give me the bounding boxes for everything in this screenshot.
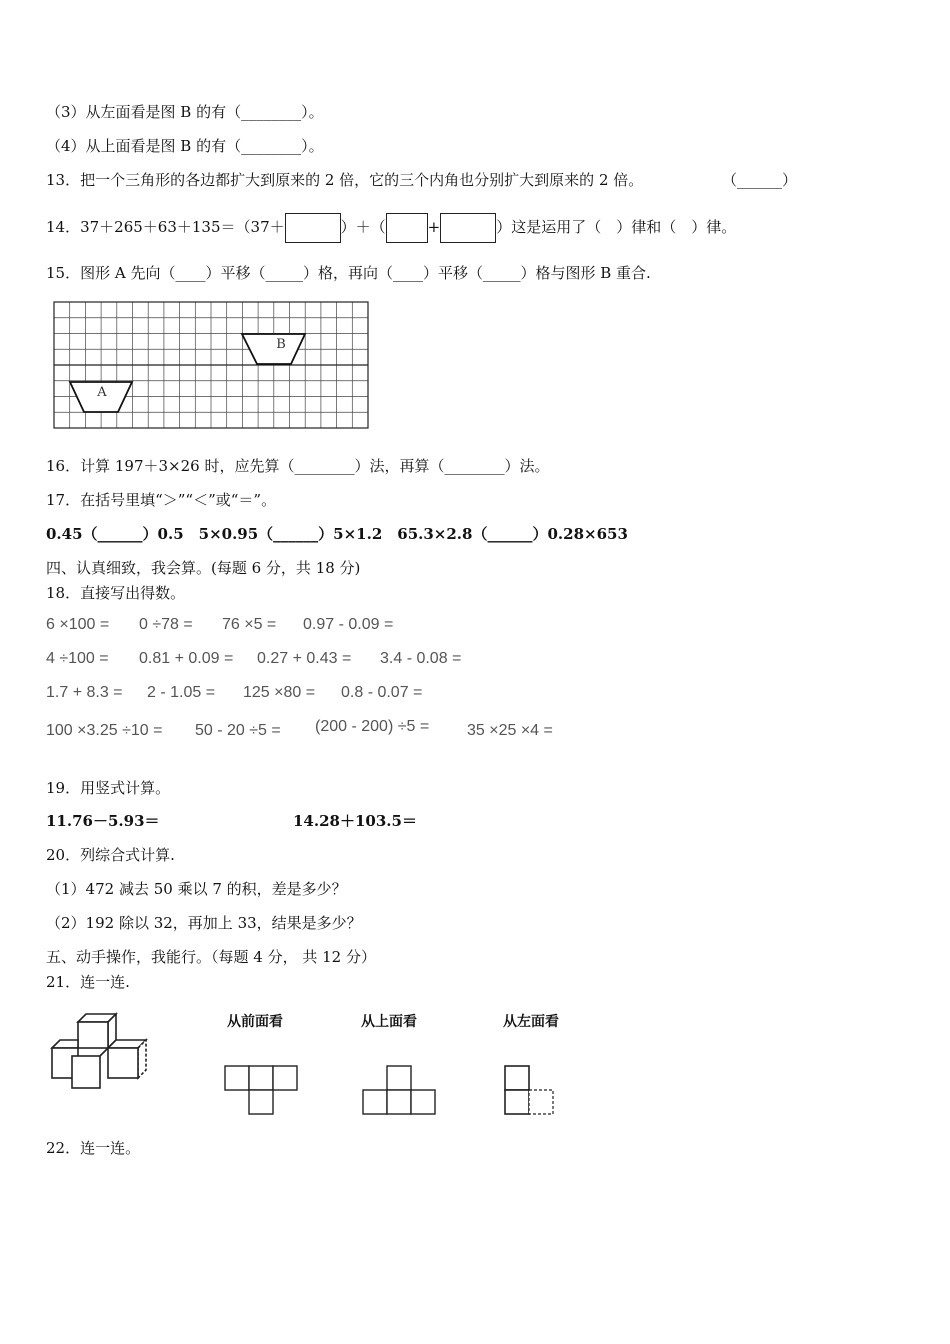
- top-cube-front: [78, 1022, 108, 1048]
- q18-r1c3: 76 ×5 =: [222, 616, 277, 633]
- q18-r3c1: 1.7 + 8.3 =: [46, 684, 123, 701]
- q20-item-1: （1）472 减去 50 乘以 7 的积，差是多少？: [46, 880, 347, 898]
- section5-title: 五、动手操作，我能行。（每题 4 分， 共 12 分）: [46, 948, 376, 966]
- q22-title: 22．连一连。: [46, 1139, 141, 1157]
- right-cube-side: [138, 1040, 146, 1078]
- front-cube-edge: [100, 1048, 108, 1056]
- q18-r4c4: 35 ×25 ×4 =: [467, 722, 553, 739]
- q18-r4c1: 100 ×3.25 ÷10 =: [46, 722, 163, 739]
- q14-line: [46, 212, 736, 243]
- q18-r1c4: 0.97 - 0.09 =: [303, 616, 394, 633]
- left-view-shape[interactable]: [503, 1064, 559, 1116]
- q14-box-1[interactable]: [285, 213, 341, 243]
- q20-title: 20．列综合式计算.: [46, 846, 175, 864]
- q19-problem-b: 14.28＋103.5＝: [293, 812, 417, 830]
- q18-r3c4: 0.8 - 0.07 =: [341, 684, 423, 701]
- shape-b-label: B: [276, 337, 286, 352]
- q14-part1: 14．37＋265＋63＋135＝（37＋: [46, 218, 285, 236]
- q18-r1c1: 6 ×100 =: [46, 616, 110, 633]
- q12-item-3: （3）从左面看是图 B 的有（________）。: [46, 103, 324, 121]
- front-cube: [72, 1056, 100, 1088]
- q14-plus: +: [427, 218, 441, 236]
- q13-text: 13．把一个三角形的各边都扩大到原来的 2 倍，它的三个内角也分别扩大到原来的 2 倍。: [46, 171, 644, 189]
- view-label-left: 从左面看: [503, 1014, 559, 1030]
- q15-grid-figure: [54, 302, 368, 428]
- q18-r4c3: (200 - 200) ÷5 =: [315, 718, 430, 735]
- right-cube-front: [108, 1048, 138, 1078]
- q17-items: 0.45（______）0.5 5×0.95（______）5×1.2 65.3×2.8（______）0.28×653: [46, 525, 628, 543]
- shape-a-label: A: [97, 385, 107, 400]
- q19-problem-a: 11.76－5.93＝: [46, 812, 160, 830]
- q21-title: 21．连一连.: [46, 973, 130, 991]
- q18-r2c3: 0.27 + 0.43 =: [257, 650, 352, 667]
- q18-title: 18．直接写出得数。: [46, 584, 186, 602]
- q14-box-3[interactable]: [440, 213, 496, 243]
- q18-r2c2: 0.81 + 0.09 =: [139, 650, 234, 667]
- q16-text: 16．计算 197＋3×26 时，应先算（________）法，再算（________）法。: [46, 457, 550, 475]
- shape-b: [242, 334, 305, 364]
- q18-r2c4: 3.4 - 0.08 =: [380, 650, 462, 667]
- q18-r1c2: 0 ÷78 =: [139, 616, 193, 633]
- q19-title: 19．用竖式计算。: [46, 779, 171, 797]
- q14-part2: ）＋（: [340, 218, 386, 236]
- q13-answer-blank[interactable]: （______）: [722, 171, 798, 189]
- view-label-front: 从前面看: [227, 1014, 283, 1030]
- q18-r3c2: 2 - 1.05 =: [147, 684, 216, 701]
- q18-r2c1: 4 ÷100 =: [46, 650, 109, 667]
- q21-cube-stack: [52, 1012, 148, 1092]
- q18-r3c3: 125 ×80 =: [243, 684, 316, 701]
- section4-title: 四、认真细致，我会算。(每题 6 分，共 18 分): [46, 559, 361, 577]
- q12-item-4: （4）从上面看是图 B 的有（________）。: [46, 137, 324, 155]
- q20-item-2: （2）192 除以 32，再加上 33，结果是多少？: [46, 914, 362, 932]
- left-cube-top: [52, 1040, 78, 1048]
- q14-box-2[interactable]: [386, 213, 428, 243]
- q14-part3: ）这是运用了（ ）律和（ ）律。: [496, 218, 737, 236]
- q18-r4c2: 50 - 20 ÷5 =: [195, 722, 281, 739]
- top-view-shape[interactable]: [363, 1064, 439, 1116]
- q15-text: 15．图形 A 先向（____）平移（_____）格，再向（____）平移（_____）格与图形 B 重合.: [46, 264, 651, 282]
- view-label-top: 从上面看: [361, 1014, 417, 1030]
- front-view-shape[interactable]: [225, 1064, 301, 1116]
- q17-title: 17．在括号里填“＞”“＜”或“＝”。: [46, 491, 277, 509]
